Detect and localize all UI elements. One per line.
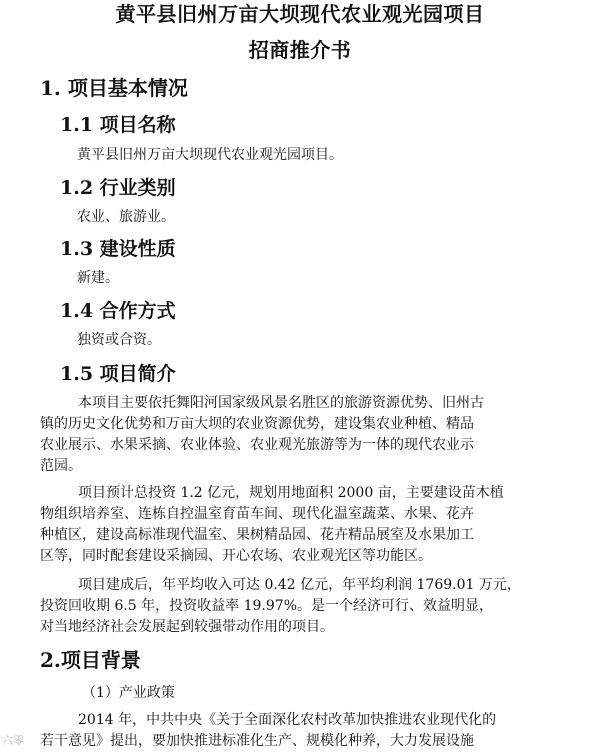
document-title: 黄平县旧州万亩大坝现代农业观光园项目 xyxy=(115,2,485,26)
watermark: 六零 xyxy=(2,734,24,747)
paragraph-line: 范园。 xyxy=(40,458,82,474)
section-1-2-heading: 1.2 行业类别 xyxy=(60,177,176,199)
paragraph-line: 若干意见》提出，要加快推进标准化生产、规模化种养，大力发展设施 xyxy=(40,733,474,749)
section-1-5-heading: 1.5 项目简介 xyxy=(60,363,176,385)
section-1-3-text: 新建。 xyxy=(77,270,119,286)
section-1-4-heading: 1.4 合作方式 xyxy=(60,300,176,322)
paragraph-line: 物组织培养室、连栋自控温室育苗车间、现代化温室蔬菜、水果、花卉 xyxy=(40,506,474,522)
intro-paragraph-1 xyxy=(40,393,568,477)
paragraph-line: 本项目主要依托舞阳河国家级风景名胜区的旅游资源优势、旧州古 xyxy=(78,395,484,411)
background-paragraph-1 xyxy=(40,710,568,752)
paragraph-line: 2014 年，中共中央《关于全面深化农村改革加快推进农业现代化的 xyxy=(78,712,497,728)
paragraph-line: 投资回收期 6.5 年，投资收益率 19.97%。是一个经济可行、效益明显， xyxy=(40,598,493,614)
intro-paragraph-2 xyxy=(40,483,568,567)
paragraph-line: 项目建成后，年平均收入可达 0.42 亿元，年平均利润 1769.01 万元， xyxy=(78,577,521,593)
paragraph-line: 镇的历史文化优势和万亩大坝的农业资源优势，建设集农业种植、精品 xyxy=(40,416,474,432)
paragraph-line: 种植区，建设高标准现代温室、果树精品园、花卉精品展室及水果加工 xyxy=(40,527,474,543)
section-2-subheading: （1）产业政策 xyxy=(82,685,175,701)
section-1-2-text: 农业、旅游业。 xyxy=(77,209,175,225)
section-2-heading: 2.项目背景 xyxy=(40,648,141,672)
section-1-1-text: 黄平县旧州万亩大坝现代农业观光园项目。 xyxy=(77,147,343,163)
paragraph-line: 对当地经济社会发展起到较强带动作用的项目。 xyxy=(40,619,334,635)
paragraph-line: 区等，同时配套建设采摘园、开心农场、农业观光区等功能区。 xyxy=(40,548,432,564)
section-1-heading: 1. 项目基本情况 xyxy=(40,76,188,100)
paragraph-line: 项目预计总投资 1.2 亿元，规划用地面积 2000 亩，主要建设苗木植 xyxy=(78,485,504,501)
paragraph-line: 农业展示、水果采摘、农业体验、农业观光旅游等为一体的现代农业示 xyxy=(40,437,474,453)
intro-paragraph-3 xyxy=(40,575,568,638)
section-1-3-heading: 1.3 建设性质 xyxy=(60,238,176,260)
section-1-1-heading: 1.1 项目名称 xyxy=(60,114,176,136)
document-subtitle: 招商推介书 xyxy=(248,38,352,62)
section-1-4-text: 独资或合资。 xyxy=(77,332,161,348)
